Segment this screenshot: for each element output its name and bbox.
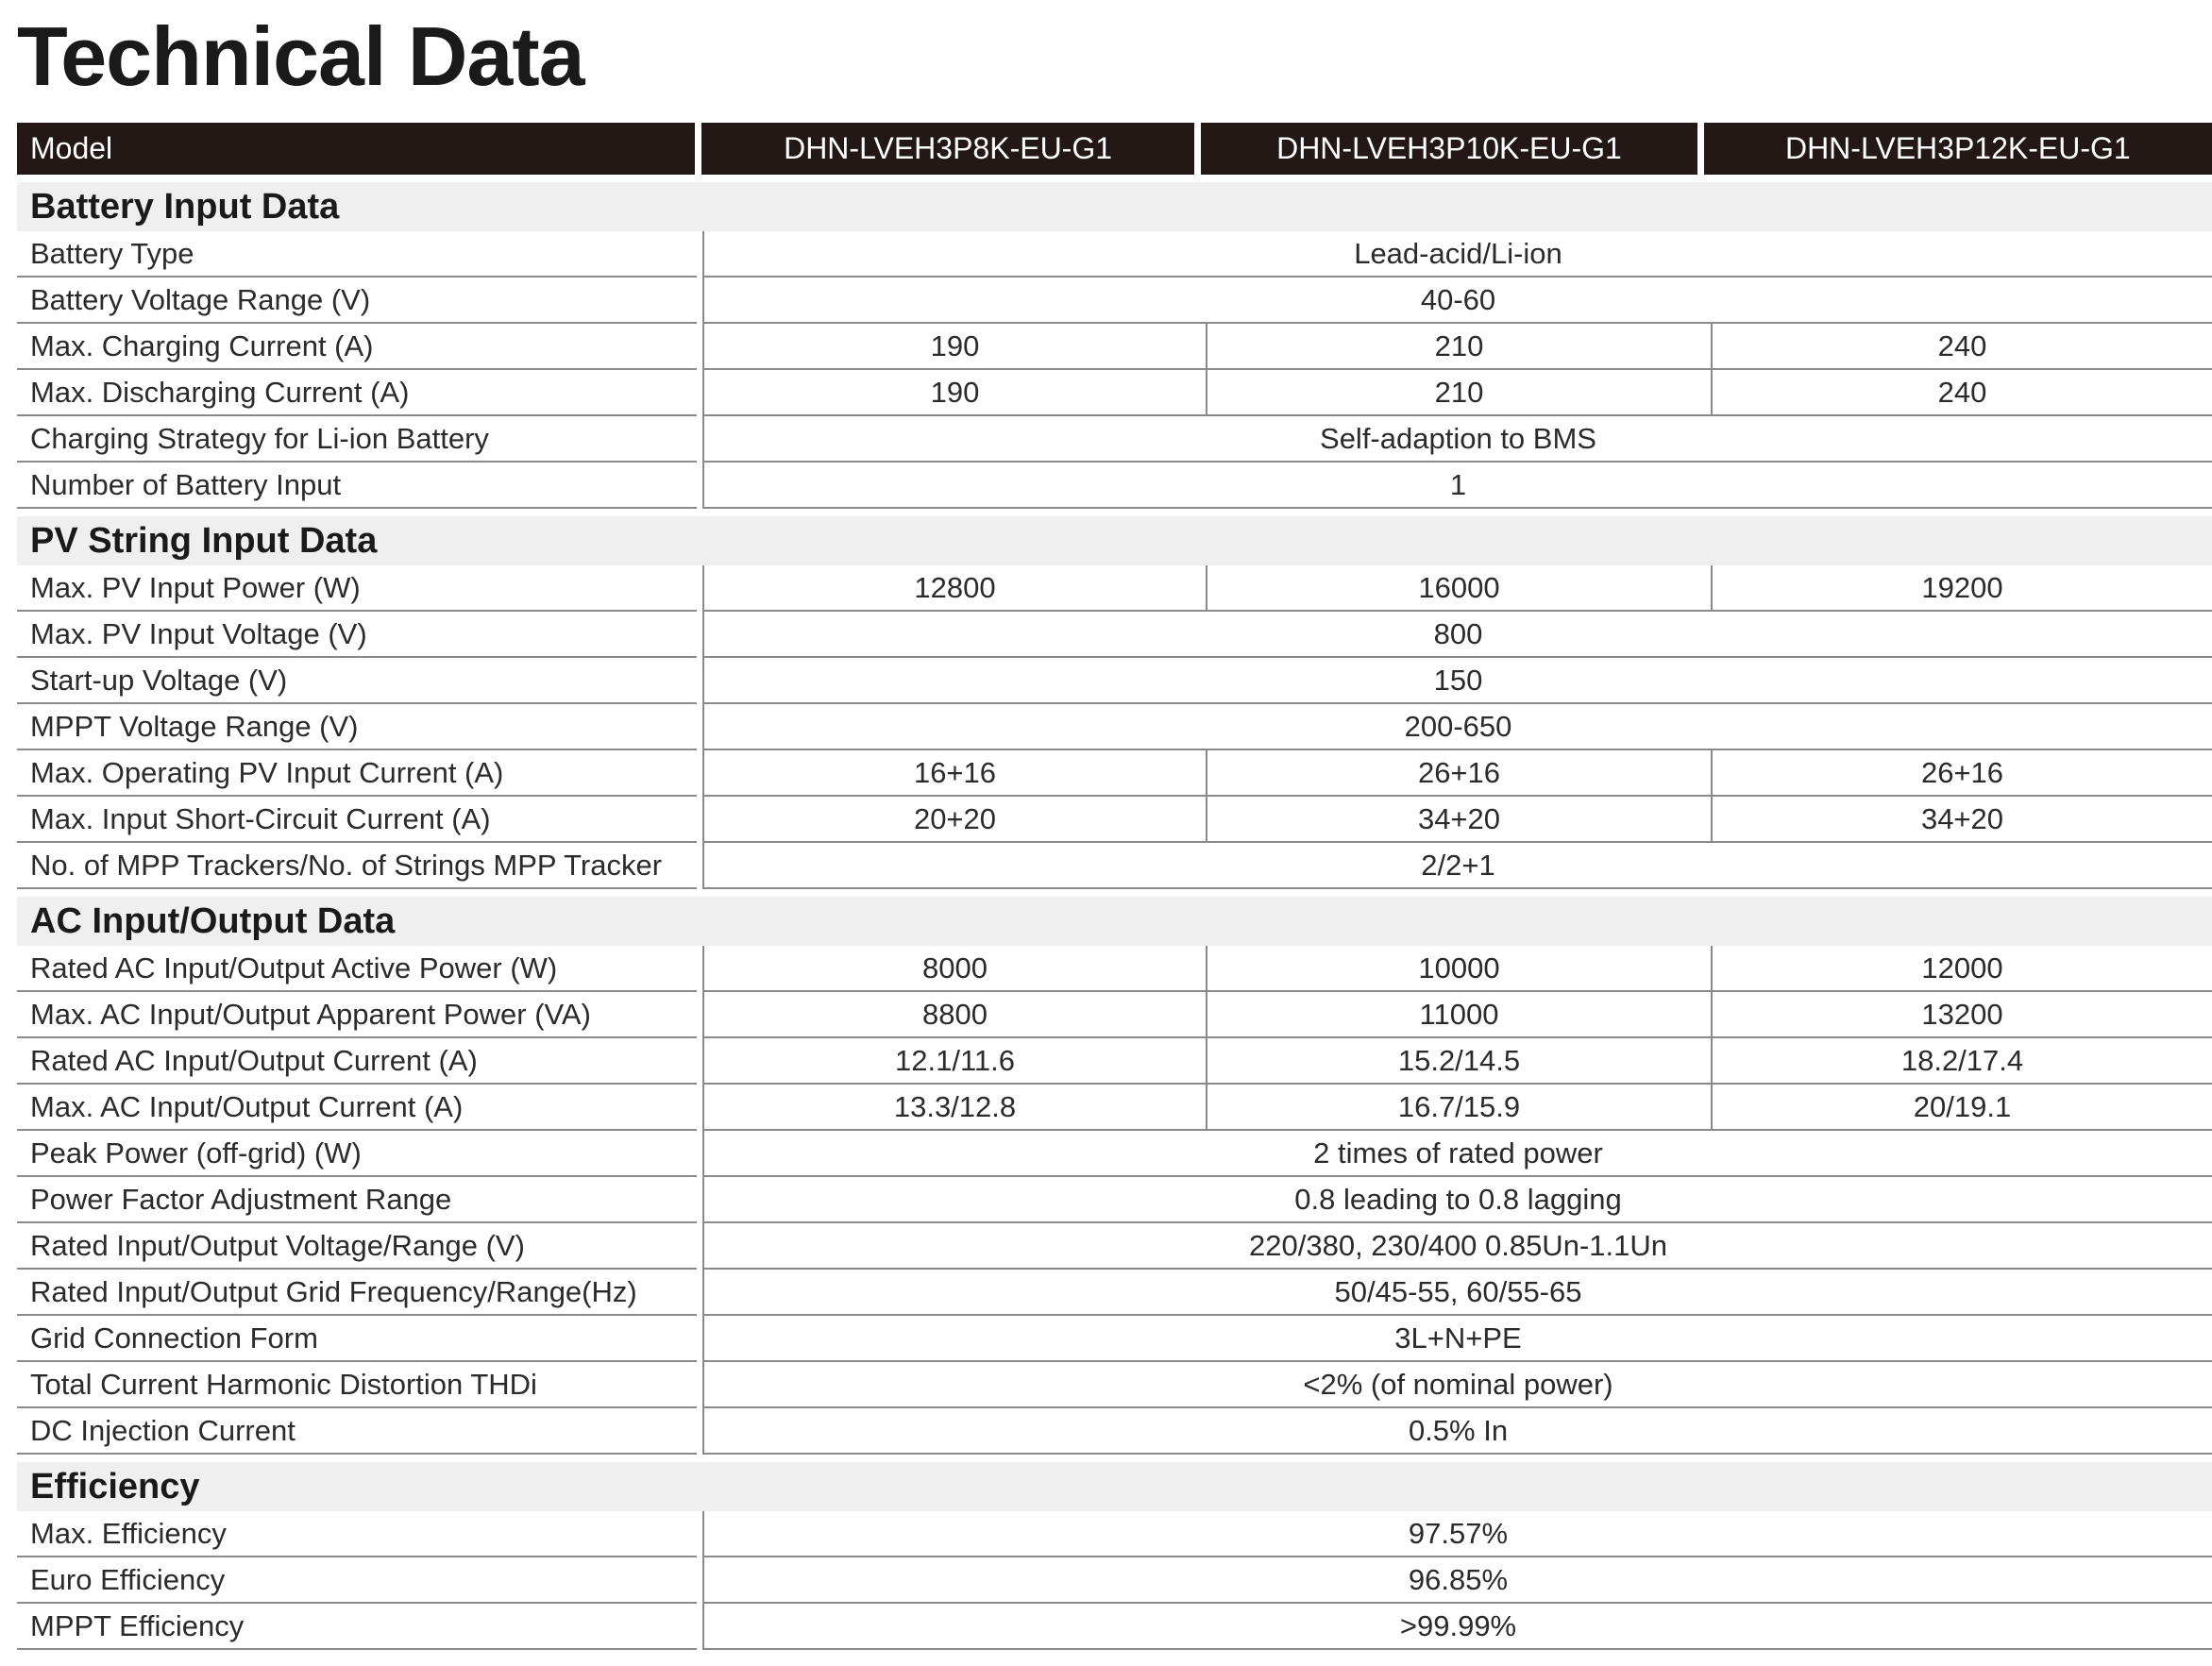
table-row: [17, 463, 2212, 509]
row-values: [702, 1085, 2212, 1131]
table-row: [17, 1362, 2212, 1408]
section-gap: [17, 509, 2212, 516]
table-row: [17, 1270, 2212, 1316]
row-values: [702, 1131, 2212, 1177]
section-title: Battery Input Data: [30, 187, 340, 227]
row-label: Rated AC Input/Output Current (A): [17, 1038, 697, 1085]
row-values: [702, 992, 2212, 1038]
value-cell: 19200: [1711, 565, 2212, 610]
row-label: Peak Power (off-grid) (W): [17, 1131, 697, 1177]
model-header-label: Model: [17, 123, 695, 175]
table-row: [17, 565, 2212, 612]
row-label: Max. PV Input Voltage (V): [17, 612, 697, 658]
table-row: [17, 1511, 2212, 1557]
row-label: Number of Battery Input: [17, 463, 697, 509]
row-values: [702, 324, 2212, 370]
row-values: [702, 704, 2212, 750]
table-row: [17, 704, 2212, 750]
row-values: [702, 1362, 2212, 1408]
value-cell: 16000: [1206, 565, 1711, 610]
row-label: Start-up Voltage (V): [17, 658, 697, 704]
row-label: Max. Efficiency: [17, 1511, 697, 1557]
value-cell: 190: [930, 328, 980, 362]
value-cell: 8000: [922, 951, 988, 984]
value-cell: 15.2/14.5: [1206, 1038, 1711, 1083]
row-label: Max. Discharging Current (A): [17, 370, 697, 416]
row-label: Max. AC Input/Output Apparent Power (VA): [17, 992, 697, 1038]
table-row: [17, 1131, 2212, 1177]
table-row: [17, 992, 2212, 1038]
value-cell: 26+16: [1206, 750, 1711, 795]
row-values: [702, 612, 2212, 658]
section-gap: [17, 175, 2212, 182]
row-values: [702, 750, 2212, 797]
section-header-pv-string-input-data: [17, 516, 2212, 565]
value-cell-all-models: 40-60: [1420, 282, 1496, 316]
row-values: [702, 463, 2212, 509]
value-cell: 16+16: [913, 755, 997, 789]
section-title: AC Input/Output Data: [30, 901, 396, 941]
section-gap: [17, 889, 2212, 897]
section-title: PV String Input Data: [30, 521, 378, 561]
row-values: [702, 1316, 2212, 1362]
table-row: [17, 370, 2212, 416]
row-label: Max. PV Input Power (W): [17, 565, 697, 612]
row-values: [702, 565, 2212, 612]
row-label: Rated AC Input/Output Active Power (W): [17, 946, 697, 992]
row-label: DC Injection Current: [17, 1408, 697, 1455]
row-values: [702, 1408, 2212, 1455]
row-values: [702, 231, 2212, 278]
value-cell-all-models: 2 times of rated power: [1313, 1136, 1603, 1170]
value-cell-all-models: >99.99%: [1399, 1608, 1517, 1642]
value-cell: 34+20: [1711, 797, 2212, 841]
table-row: [17, 658, 2212, 704]
value-cell-all-models: 50/45-55, 60/55-65: [1334, 1274, 1582, 1308]
row-label: Grid Connection Form: [17, 1316, 697, 1362]
section-header-efficiency: [17, 1462, 2212, 1511]
row-values: [702, 1223, 2212, 1270]
model-header-12k: DHN-LVEH3P12K-EU-G1: [1704, 123, 2212, 175]
value-cell: 190: [930, 375, 980, 409]
row-values: [702, 416, 2212, 463]
value-cell-all-models: 3L+N+PE: [1394, 1321, 1522, 1355]
section-header-battery-input-data: [17, 182, 2212, 231]
row-label: Rated Input/Output Grid Frequency/Range(Hz): [17, 1270, 697, 1316]
row-values: [702, 658, 2212, 704]
table-row: [17, 278, 2212, 324]
value-cell: 34+20: [1206, 797, 1711, 841]
model-header-8k: DHN-LVEH3P8K-EU-G1: [701, 123, 1194, 175]
row-label: Max. Input Short-Circuit Current (A): [17, 797, 697, 843]
model-header-10k: DHN-LVEH3P10K-EU-G1: [1201, 123, 1697, 175]
value-cell-all-models: 1: [1449, 467, 1467, 501]
row-label: Rated Input/Output Voltage/Range (V): [17, 1223, 697, 1270]
row-label: Power Factor Adjustment Range: [17, 1177, 697, 1223]
page-title: Technical Data: [17, 9, 584, 103]
value-cell: 12000: [1711, 946, 2212, 990]
table-row: [17, 1085, 2212, 1131]
value-cell-all-models: Lead-acid/Li-ion: [1354, 236, 1562, 270]
row-values: [702, 278, 2212, 324]
row-label: MPPT Voltage Range (V): [17, 704, 697, 750]
row-label: Total Current Harmonic Distortion THDi: [17, 1362, 697, 1408]
value-cell: 26+16: [1711, 750, 2212, 795]
value-cell-all-models: 96.85%: [1408, 1562, 1509, 1596]
row-values: [702, 946, 2212, 992]
value-cell: 13.3/12.8: [893, 1089, 1017, 1123]
value-cell: 13200: [1711, 992, 2212, 1036]
row-label: No. of MPP Trackers/No. of Strings MPP Tracker: [17, 843, 697, 889]
table-row: [17, 612, 2212, 658]
row-label: Euro Efficiency: [17, 1557, 697, 1604]
table-row: [17, 1604, 2212, 1650]
row-values: [702, 1038, 2212, 1085]
row-values: [702, 1177, 2212, 1223]
table-row: [17, 231, 2212, 278]
table-row: [17, 946, 2212, 992]
value-cell-all-models: 200-650: [1404, 709, 1512, 743]
section-gap: [17, 1455, 2212, 1462]
value-cell: 8800: [922, 997, 988, 1031]
value-cell-all-models: 2/2+1: [1421, 848, 1495, 882]
row-values: [702, 797, 2212, 843]
value-cell: 20+20: [913, 801, 997, 835]
value-cell: 12800: [914, 570, 996, 604]
row-values: [702, 1270, 2212, 1316]
value-cell: 12.1/11.6: [895, 1043, 1015, 1077]
table-header-row: [17, 123, 2212, 175]
row-values: [702, 1511, 2212, 1557]
value-cell-all-models: 97.57%: [1408, 1516, 1509, 1550]
value-cell-all-models: 150: [1433, 663, 1483, 697]
table-row: [17, 1223, 2212, 1270]
section-header-ac-input-output-data: [17, 897, 2212, 946]
row-values: [702, 1604, 2212, 1650]
table-row: [17, 1408, 2212, 1455]
row-label: Battery Voltage Range (V): [17, 278, 697, 324]
value-cell: 18.2/17.4: [1711, 1038, 2212, 1083]
table-row: [17, 1177, 2212, 1223]
value-cell-all-models: 800: [1433, 616, 1483, 650]
value-cell: 240: [1711, 324, 2212, 368]
row-label: MPPT Efficiency: [17, 1604, 697, 1650]
row-label: Max. Charging Current (A): [17, 324, 697, 370]
table-row: [17, 416, 2212, 463]
value-cell-all-models: <2% (of nominal power): [1303, 1367, 1613, 1401]
table-row: [17, 843, 2212, 889]
value-cell-all-models: 0.5% In: [1408, 1413, 1509, 1447]
row-label: Max. AC Input/Output Current (A): [17, 1085, 697, 1131]
value-cell: 10000: [1206, 946, 1711, 990]
row-label: Charging Strategy for Li-ion Battery: [17, 416, 697, 463]
value-cell-all-models: Self-adaption to BMS: [1320, 421, 1596, 455]
table-row: [17, 1557, 2212, 1604]
value-cell: 11000: [1206, 992, 1711, 1036]
table-row: [17, 1038, 2212, 1085]
value-cell-all-models: 0.8 leading to 0.8 lagging: [1294, 1182, 1622, 1216]
row-label: Battery Type: [17, 231, 697, 278]
table-row: [17, 324, 2212, 370]
row-values: [702, 843, 2212, 889]
table-row: [17, 1316, 2212, 1362]
value-cell: 16.7/15.9: [1206, 1085, 1711, 1129]
value-cell-all-models: 220/380, 230/400 0.85Un-1.1Un: [1249, 1228, 1667, 1262]
value-cell: 20/19.1: [1711, 1085, 2212, 1129]
row-label: Max. Operating PV Input Current (A): [17, 750, 697, 797]
table-row: [17, 797, 2212, 843]
section-title: Efficiency: [30, 1467, 200, 1506]
value-cell: 240: [1711, 370, 2212, 414]
row-values: [702, 370, 2212, 416]
table-row: [17, 750, 2212, 797]
value-cell: 210: [1206, 370, 1711, 414]
technical-data-table: [17, 123, 2212, 1650]
value-cell: 210: [1206, 324, 1711, 368]
row-values: [702, 1557, 2212, 1604]
